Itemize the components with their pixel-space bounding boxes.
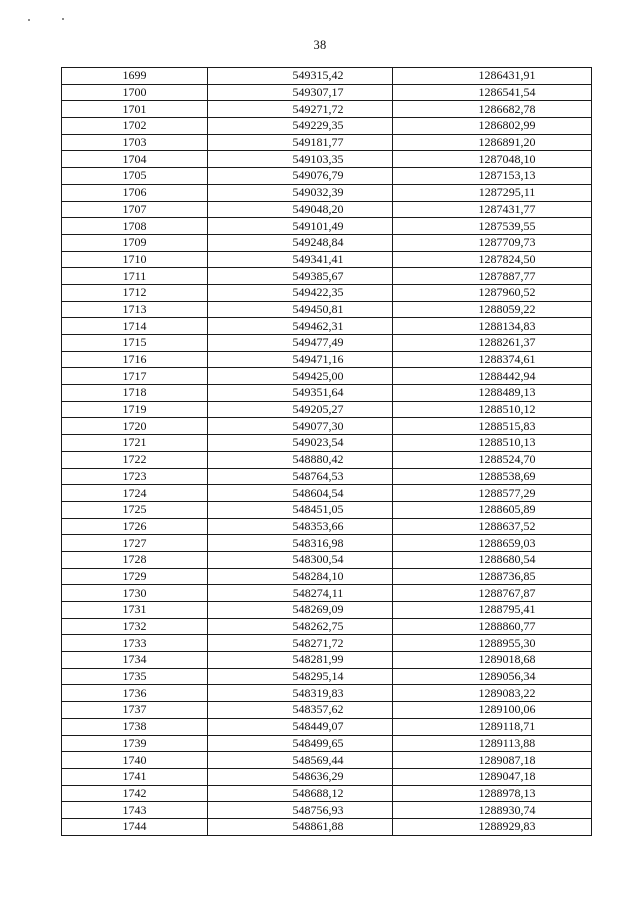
y-coordinate-cell: 1289018,68: [393, 652, 592, 669]
table-row: [62, 101, 592, 118]
point-number-cell: 1699: [62, 68, 208, 85]
table-row: [62, 118, 592, 135]
x-coordinate-cell: 549471,16: [208, 351, 393, 368]
point-number-cell: 1736: [62, 685, 208, 702]
point-number-cell: 1706: [62, 184, 208, 201]
x-coordinate-cell: 549023,54: [208, 435, 393, 452]
y-coordinate-cell: 1289100,06: [393, 702, 592, 719]
y-coordinate-cell: 1287824,50: [393, 251, 592, 268]
y-coordinate-cell: 1288515,83: [393, 418, 592, 435]
x-coordinate-cell: 548569,44: [208, 752, 393, 769]
point-number-cell: 1723: [62, 468, 208, 485]
point-number-cell: 1722: [62, 451, 208, 468]
x-coordinate-cell: 548499,65: [208, 735, 393, 752]
table-row: [62, 535, 592, 552]
table-row: [62, 752, 592, 769]
table-row: [62, 818, 592, 835]
y-coordinate-cell: 1289056,34: [393, 668, 592, 685]
x-coordinate-cell: 548274,11: [208, 585, 393, 602]
point-number-cell: 1716: [62, 351, 208, 368]
y-coordinate-cell: 1288442,94: [393, 368, 592, 385]
table-row: [62, 268, 592, 285]
scan-speck-1: [28, 19, 30, 21]
y-coordinate-cell: 1288929,83: [393, 818, 592, 835]
x-coordinate-cell: 548281,99: [208, 652, 393, 669]
x-coordinate-cell: 548688,12: [208, 785, 393, 802]
point-number-cell: 1713: [62, 301, 208, 318]
table-row: [62, 401, 592, 418]
x-coordinate-cell: 549425,00: [208, 368, 393, 385]
point-number-cell: 1729: [62, 568, 208, 585]
x-coordinate-cell: 549103,35: [208, 151, 393, 168]
y-coordinate-cell: 1287431,77: [393, 201, 592, 218]
x-coordinate-cell: 548604,54: [208, 485, 393, 502]
y-coordinate-cell: 1286541,54: [393, 84, 592, 101]
y-coordinate-cell: 1288538,69: [393, 468, 592, 485]
y-coordinate-cell: 1288510,12: [393, 401, 592, 418]
x-coordinate-cell: 548861,88: [208, 818, 393, 835]
x-coordinate-cell: 549341,41: [208, 251, 393, 268]
y-coordinate-cell: 1289047,18: [393, 768, 592, 785]
table-row: [62, 518, 592, 535]
table-row: [62, 485, 592, 502]
table-row: [62, 802, 592, 819]
table-row: [62, 551, 592, 568]
table-row: [62, 568, 592, 585]
y-coordinate-cell: 1288374,61: [393, 351, 592, 368]
x-coordinate-cell: 549205,27: [208, 401, 393, 418]
x-coordinate-cell: 549101,49: [208, 218, 393, 235]
x-coordinate-cell: 548319,83: [208, 685, 393, 702]
x-coordinate-cell: 548357,62: [208, 702, 393, 719]
table-row: [62, 134, 592, 151]
y-coordinate-cell: 1288680,54: [393, 551, 592, 568]
x-coordinate-cell: 548636,29: [208, 768, 393, 785]
point-number-cell: 1735: [62, 668, 208, 685]
point-number-cell: 1708: [62, 218, 208, 235]
point-number-cell: 1741: [62, 768, 208, 785]
y-coordinate-cell: 1288736,85: [393, 568, 592, 585]
table-row: [62, 184, 592, 201]
y-coordinate-cell: 1288930,74: [393, 802, 592, 819]
scan-speck-2: [62, 18, 64, 20]
point-number-cell: 1728: [62, 551, 208, 568]
table-row: [62, 785, 592, 802]
table-row: [62, 335, 592, 352]
point-number-cell: 1732: [62, 618, 208, 635]
x-coordinate-cell: 548756,93: [208, 802, 393, 819]
point-number-cell: 1715: [62, 335, 208, 352]
table-row: [62, 84, 592, 101]
point-number-cell: 1712: [62, 284, 208, 301]
point-number-cell: 1737: [62, 702, 208, 719]
y-coordinate-cell: 1286802,99: [393, 118, 592, 135]
table-row: [62, 602, 592, 619]
point-number-cell: 1714: [62, 318, 208, 335]
table-row: [62, 168, 592, 185]
table-row: [62, 718, 592, 735]
point-number-cell: 1721: [62, 435, 208, 452]
y-coordinate-cell: 1289118,71: [393, 718, 592, 735]
y-coordinate-cell: 1288978,13: [393, 785, 592, 802]
point-number-cell: 1703: [62, 134, 208, 151]
x-coordinate-cell: 548451,05: [208, 501, 393, 518]
x-coordinate-cell: 549307,17: [208, 84, 393, 101]
table-row: [62, 318, 592, 335]
x-coordinate-cell: 549351,64: [208, 385, 393, 402]
x-coordinate-cell: 549462,31: [208, 318, 393, 335]
point-number-cell: 1710: [62, 251, 208, 268]
table-row: [62, 702, 592, 719]
x-coordinate-cell: 548295,14: [208, 668, 393, 685]
point-number-cell: 1740: [62, 752, 208, 769]
point-number-cell: 1717: [62, 368, 208, 385]
y-coordinate-cell: 1288955,30: [393, 635, 592, 652]
y-coordinate-cell: 1288795,41: [393, 602, 592, 619]
table-row: [62, 351, 592, 368]
point-number-cell: 1727: [62, 535, 208, 552]
x-coordinate-cell: 548880,42: [208, 451, 393, 468]
y-coordinate-cell: 1289083,22: [393, 685, 592, 702]
x-coordinate-cell: 549450,81: [208, 301, 393, 318]
table-row: [62, 685, 592, 702]
table-row: [62, 68, 592, 85]
x-coordinate-cell: 548300,54: [208, 551, 393, 568]
x-coordinate-cell: 548316,98: [208, 535, 393, 552]
point-number-cell: 1702: [62, 118, 208, 135]
x-coordinate-cell: 549315,42: [208, 68, 393, 85]
table-row: [62, 652, 592, 669]
page-number: 38: [313, 38, 327, 52]
point-number-cell: 1719: [62, 401, 208, 418]
table-row: [62, 451, 592, 468]
table-row: [62, 301, 592, 318]
y-coordinate-cell: 1286682,78: [393, 101, 592, 118]
point-number-cell: 1707: [62, 201, 208, 218]
table-row: [62, 501, 592, 518]
table-row: [62, 635, 592, 652]
point-number-cell: 1718: [62, 385, 208, 402]
x-coordinate-cell: 549181,77: [208, 134, 393, 151]
table-row: [62, 234, 592, 251]
table-row: [62, 585, 592, 602]
table-row: [62, 201, 592, 218]
table-row: [62, 768, 592, 785]
y-coordinate-cell: 1288577,29: [393, 485, 592, 502]
y-coordinate-cell: 1288767,87: [393, 585, 592, 602]
table-row: [62, 735, 592, 752]
point-number-cell: 1720: [62, 418, 208, 435]
x-coordinate-cell: 549477,49: [208, 335, 393, 352]
y-coordinate-cell: 1288860,77: [393, 618, 592, 635]
x-coordinate-cell: 549422,35: [208, 284, 393, 301]
y-coordinate-cell: 1287153,13: [393, 168, 592, 185]
point-number-cell: 1742: [62, 785, 208, 802]
y-coordinate-cell: 1288524,70: [393, 451, 592, 468]
y-coordinate-cell: 1289113,88: [393, 735, 592, 752]
point-number-cell: 1711: [62, 268, 208, 285]
y-coordinate-cell: 1287887,77: [393, 268, 592, 285]
y-coordinate-cell: 1287295,11: [393, 184, 592, 201]
x-coordinate-cell: 549048,20: [208, 201, 393, 218]
y-coordinate-cell: 1287048,10: [393, 151, 592, 168]
point-number-cell: 1733: [62, 635, 208, 652]
table-row: [62, 468, 592, 485]
table-row: [62, 618, 592, 635]
x-coordinate-cell: 549076,79: [208, 168, 393, 185]
x-coordinate-cell: 549077,30: [208, 418, 393, 435]
y-coordinate-cell: 1288261,37: [393, 335, 592, 352]
coordinates-table: [61, 67, 592, 836]
point-number-cell: 1743: [62, 802, 208, 819]
x-coordinate-cell: 549248,84: [208, 234, 393, 251]
point-number-cell: 1744: [62, 818, 208, 835]
y-coordinate-cell: 1288489,13: [393, 385, 592, 402]
table-row: [62, 251, 592, 268]
y-coordinate-cell: 1287539,55: [393, 218, 592, 235]
table-row: [62, 435, 592, 452]
y-coordinate-cell: 1288510,13: [393, 435, 592, 452]
x-coordinate-cell: 548764,53: [208, 468, 393, 485]
y-coordinate-cell: 1288605,89: [393, 501, 592, 518]
point-number-cell: 1731: [62, 602, 208, 619]
x-coordinate-cell: 548271,72: [208, 635, 393, 652]
point-number-cell: 1726: [62, 518, 208, 535]
y-coordinate-cell: 1287960,52: [393, 284, 592, 301]
point-number-cell: 1734: [62, 652, 208, 669]
table-row: [62, 368, 592, 385]
x-coordinate-cell: 548449,07: [208, 718, 393, 735]
point-number-cell: 1724: [62, 485, 208, 502]
point-number-cell: 1700: [62, 84, 208, 101]
y-coordinate-cell: 1286891,20: [393, 134, 592, 151]
y-coordinate-cell: 1288059,22: [393, 301, 592, 318]
table-row: [62, 668, 592, 685]
y-coordinate-cell: 1288134,83: [393, 318, 592, 335]
y-coordinate-cell: 1288659,03: [393, 535, 592, 552]
y-coordinate-cell: 1287709,73: [393, 234, 592, 251]
point-number-cell: 1739: [62, 735, 208, 752]
x-coordinate-cell: 548353,66: [208, 518, 393, 535]
point-number-cell: 1701: [62, 101, 208, 118]
x-coordinate-cell: 549271,72: [208, 101, 393, 118]
x-coordinate-cell: 548269,09: [208, 602, 393, 619]
table-row: [62, 218, 592, 235]
table-row: [62, 418, 592, 435]
point-number-cell: 1705: [62, 168, 208, 185]
point-number-cell: 1725: [62, 501, 208, 518]
coordinates-table-body: [62, 68, 592, 836]
x-coordinate-cell: 548262,75: [208, 618, 393, 635]
point-number-cell: 1738: [62, 718, 208, 735]
x-coordinate-cell: 549032,39: [208, 184, 393, 201]
point-number-cell: 1730: [62, 585, 208, 602]
x-coordinate-cell: 548284,10: [208, 568, 393, 585]
x-coordinate-cell: 549385,67: [208, 268, 393, 285]
table-row: [62, 385, 592, 402]
table-row: [62, 284, 592, 301]
y-coordinate-cell: 1286431,91: [393, 68, 592, 85]
y-coordinate-cell: 1289087,18: [393, 752, 592, 769]
point-number-cell: 1704: [62, 151, 208, 168]
y-coordinate-cell: 1288637,52: [393, 518, 592, 535]
point-number-cell: 1709: [62, 234, 208, 251]
table-row: [62, 151, 592, 168]
x-coordinate-cell: 549229,35: [208, 118, 393, 135]
